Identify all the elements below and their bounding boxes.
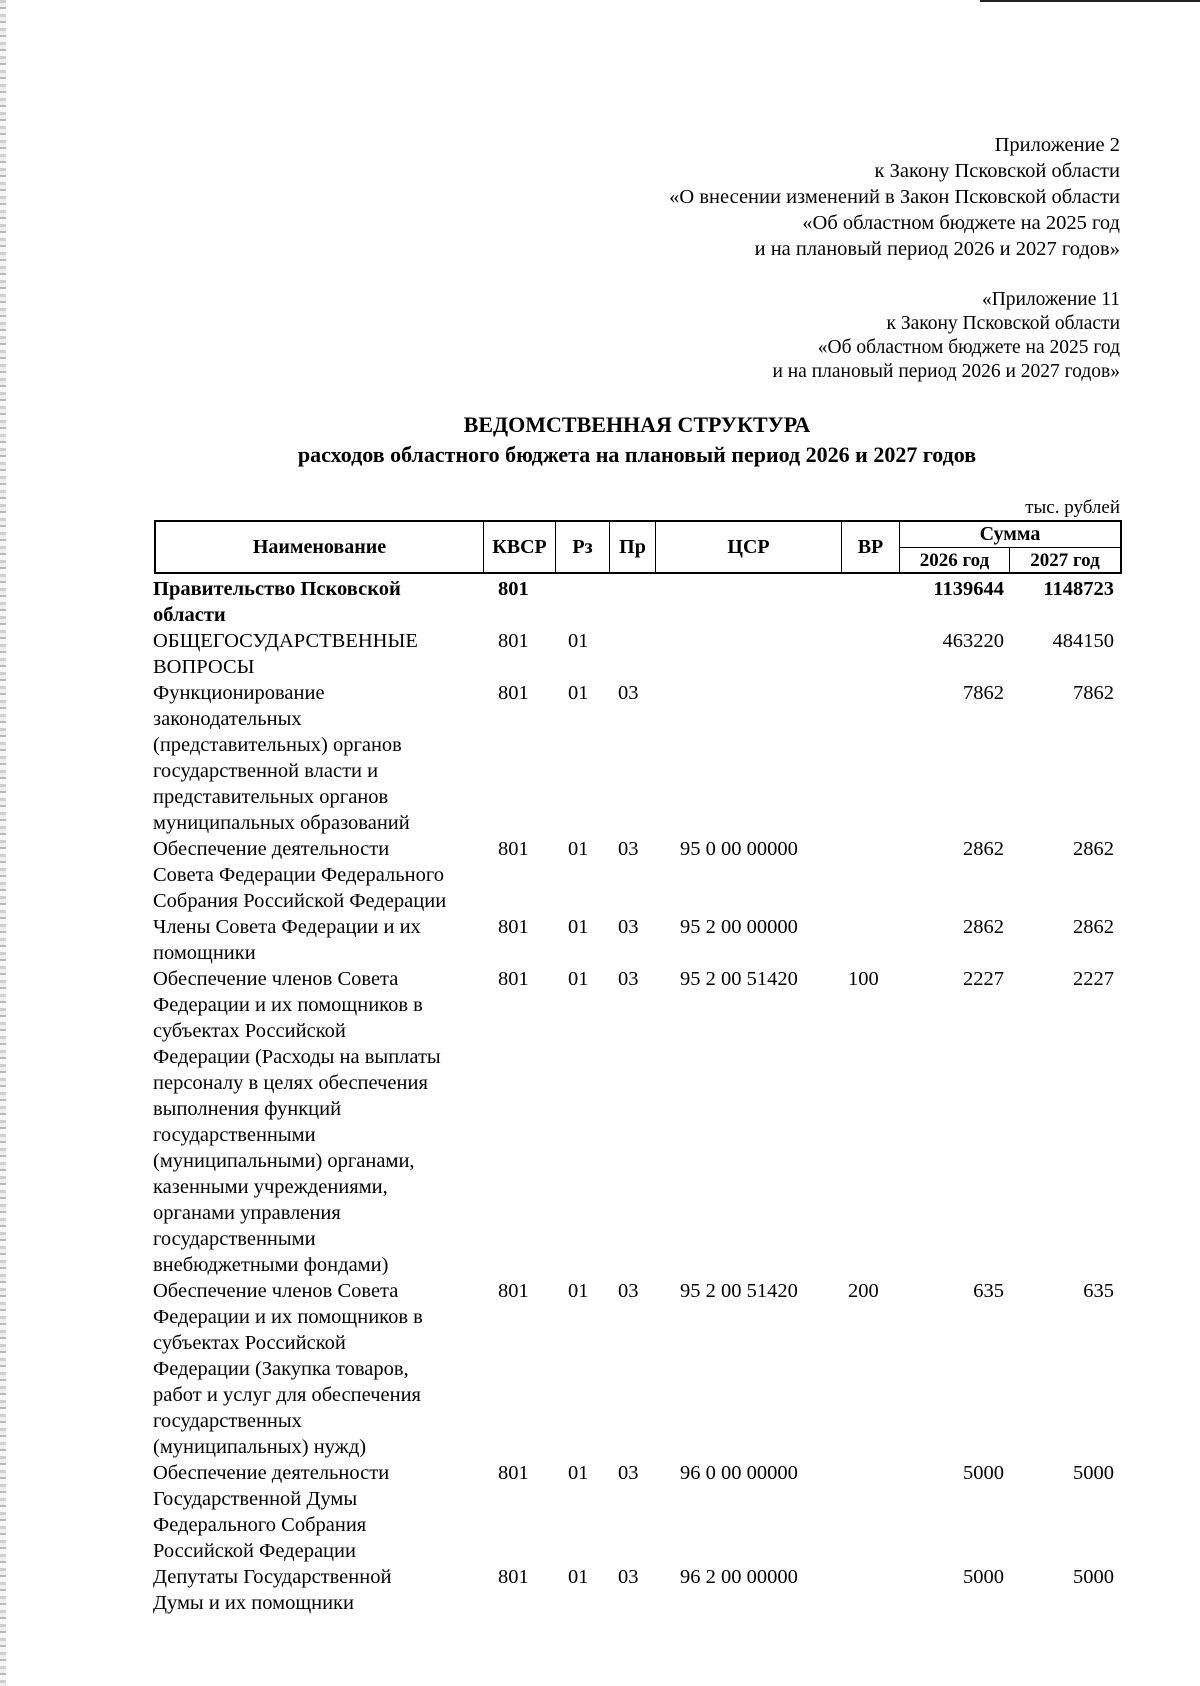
row-kvsr: 801: [498, 916, 529, 938]
row-sum-2027: 2862: [1073, 916, 1114, 938]
row-pr: 03: [618, 838, 639, 860]
document-subtitle: расходов областного бюджета на плановый период 2026 и 2027 годов: [297, 442, 977, 467]
appendix-line: к Закону Псковской области: [886, 313, 1120, 334]
row-sum-2026: 5000: [963, 1566, 1004, 1588]
row-sum-2026: 1139644: [933, 578, 1004, 600]
row-pr: 03: [618, 1462, 639, 1484]
row-vr: 100: [848, 968, 879, 990]
row-sum-2027: 2227: [1073, 968, 1114, 990]
row-name: Обеспечение деятельности Государственной Думы Федерального Собрания Российской Федерации: [153, 1462, 390, 1562]
row-sum-2026: 2862: [963, 916, 1004, 938]
appendix-line: «Приложение 11: [981, 289, 1120, 310]
row-sum-2026: 463220: [942, 630, 1004, 652]
row-csr: 95 2 00 00000: [680, 916, 798, 938]
top-rule: [980, 0, 1200, 2]
header-pr: Пр: [610, 522, 656, 572]
row-sum-2027: 1148723: [1043, 578, 1114, 600]
row-sum-2027: 5000: [1073, 1462, 1114, 1484]
appendix-line: «Об областном бюджете на 2025 год: [817, 337, 1120, 358]
row-rz: 01: [568, 630, 589, 652]
row-vr: 200: [848, 1280, 879, 1302]
row-name: Обеспечение членов Совета Федерации и их помощников в субъектах Российской Федерации (Расходы на выплаты персоналу в целях обеспечения выполнения функций государственными (муниципальными) органами, казенными учреждениями, органами управления государственными внебюджетными фондами): [153, 968, 441, 1276]
appendix-line: к Закону Псковской области: [874, 160, 1120, 182]
header-kvsr: КВСР: [484, 522, 556, 572]
row-kvsr: 801: [498, 630, 529, 652]
appendix-line: «Об областном бюджете на 2025 год: [802, 212, 1120, 234]
row-sum-2026: 635: [973, 1280, 1004, 1302]
header-csr: ЦСР: [656, 522, 842, 572]
row-rz: 01: [568, 1566, 589, 1588]
row-kvsr: 801: [498, 682, 529, 704]
row-rz: 01: [568, 1280, 589, 1302]
row-kvsr: 801: [498, 838, 529, 860]
header-rz: Рз: [556, 522, 610, 572]
row-pr: 03: [618, 968, 639, 990]
row-rz: 01: [568, 968, 589, 990]
row-name: Члены Совета Федерации и их помощники: [153, 916, 421, 964]
row-name: ОБЩЕГОСУДАРСТВЕННЫЕ ВОПРОСЫ: [153, 630, 418, 678]
row-sum-2026: 2862: [963, 838, 1004, 860]
appendix-line: «О внесении изменений в Закон Псковской области: [669, 186, 1120, 208]
row-pr: 03: [618, 1280, 639, 1302]
row-pr: 03: [618, 682, 639, 704]
row-name: Обеспечение членов Совета Федерации и их помощников в субъектах Российской Федерации (Закупка товаров, работ и услуг для обеспечения государственных (муниципальных) нужд): [153, 1280, 423, 1458]
row-kvsr: 801: [498, 1462, 529, 1484]
row-kvsr: 801: [498, 1280, 529, 1302]
scan-edge-artifact: [0, 0, 6, 1686]
row-csr: 96 2 00 00000: [680, 1566, 798, 1588]
row-csr: 95 0 00 00000: [680, 838, 798, 860]
appendix-line: и на плановый период 2026 и 2027 годов»: [772, 361, 1120, 382]
appendix-header: [669, 132, 1120, 262]
row-sum-2026: 5000: [963, 1462, 1004, 1484]
appendix-line: Приложение 2: [994, 134, 1120, 156]
row-sum-2027: 5000: [1073, 1566, 1114, 1588]
row-name: Правительство Псковской области: [153, 578, 401, 626]
table-header: [154, 520, 1122, 574]
row-sum-2026: 7862: [963, 682, 1004, 704]
header-year-2027: 2027 год: [1030, 550, 1100, 571]
row-sum-2027: 484150: [1052, 630, 1114, 652]
units-label: тыс. рублей: [1025, 497, 1120, 518]
row-csr: 95 2 00 51420: [680, 968, 798, 990]
header-vr: ВР: [842, 522, 900, 572]
row-name: Функционирование законодательных (представительных) органов государственной власти и представительных органов муниципальных образований: [153, 682, 410, 834]
header-year-2026: 2026 год: [900, 548, 1010, 574]
row-kvsr: 801: [498, 578, 529, 600]
row-name: Депутаты Государственной Думы и их помощники: [153, 1566, 392, 1614]
row-kvsr: 801: [498, 968, 529, 990]
appendix-line: и на плановый период 2026 и 2027 годов»: [754, 238, 1120, 260]
row-sum-2027: 7862: [1073, 682, 1114, 704]
header-name: Наименование: [156, 522, 484, 572]
row-kvsr: 801: [498, 1566, 529, 1588]
row-sum-2027: 635: [1083, 1280, 1114, 1302]
row-rz: 01: [568, 916, 589, 938]
row-sum-2026: 2227: [963, 968, 1004, 990]
header-sum: Сумма: [900, 522, 1120, 548]
row-rz: 01: [568, 838, 589, 860]
row-pr: 03: [618, 916, 639, 938]
document-title: ВЕДОМСТВЕННАЯ СТРУКТУРА: [463, 412, 811, 437]
row-csr: 95 2 00 51420: [680, 1280, 798, 1302]
row-pr: 03: [618, 1566, 639, 1588]
row-csr: 96 0 00 00000: [680, 1462, 798, 1484]
appendix-quoted-header: [772, 288, 1120, 384]
row-rz: 01: [568, 682, 589, 704]
row-name: Обеспечение деятельности Совета Федерации Федерального Собрания Российской Федерации: [153, 838, 447, 912]
row-rz: 01: [568, 1462, 589, 1484]
row-sum-2027: 2862: [1073, 838, 1114, 860]
